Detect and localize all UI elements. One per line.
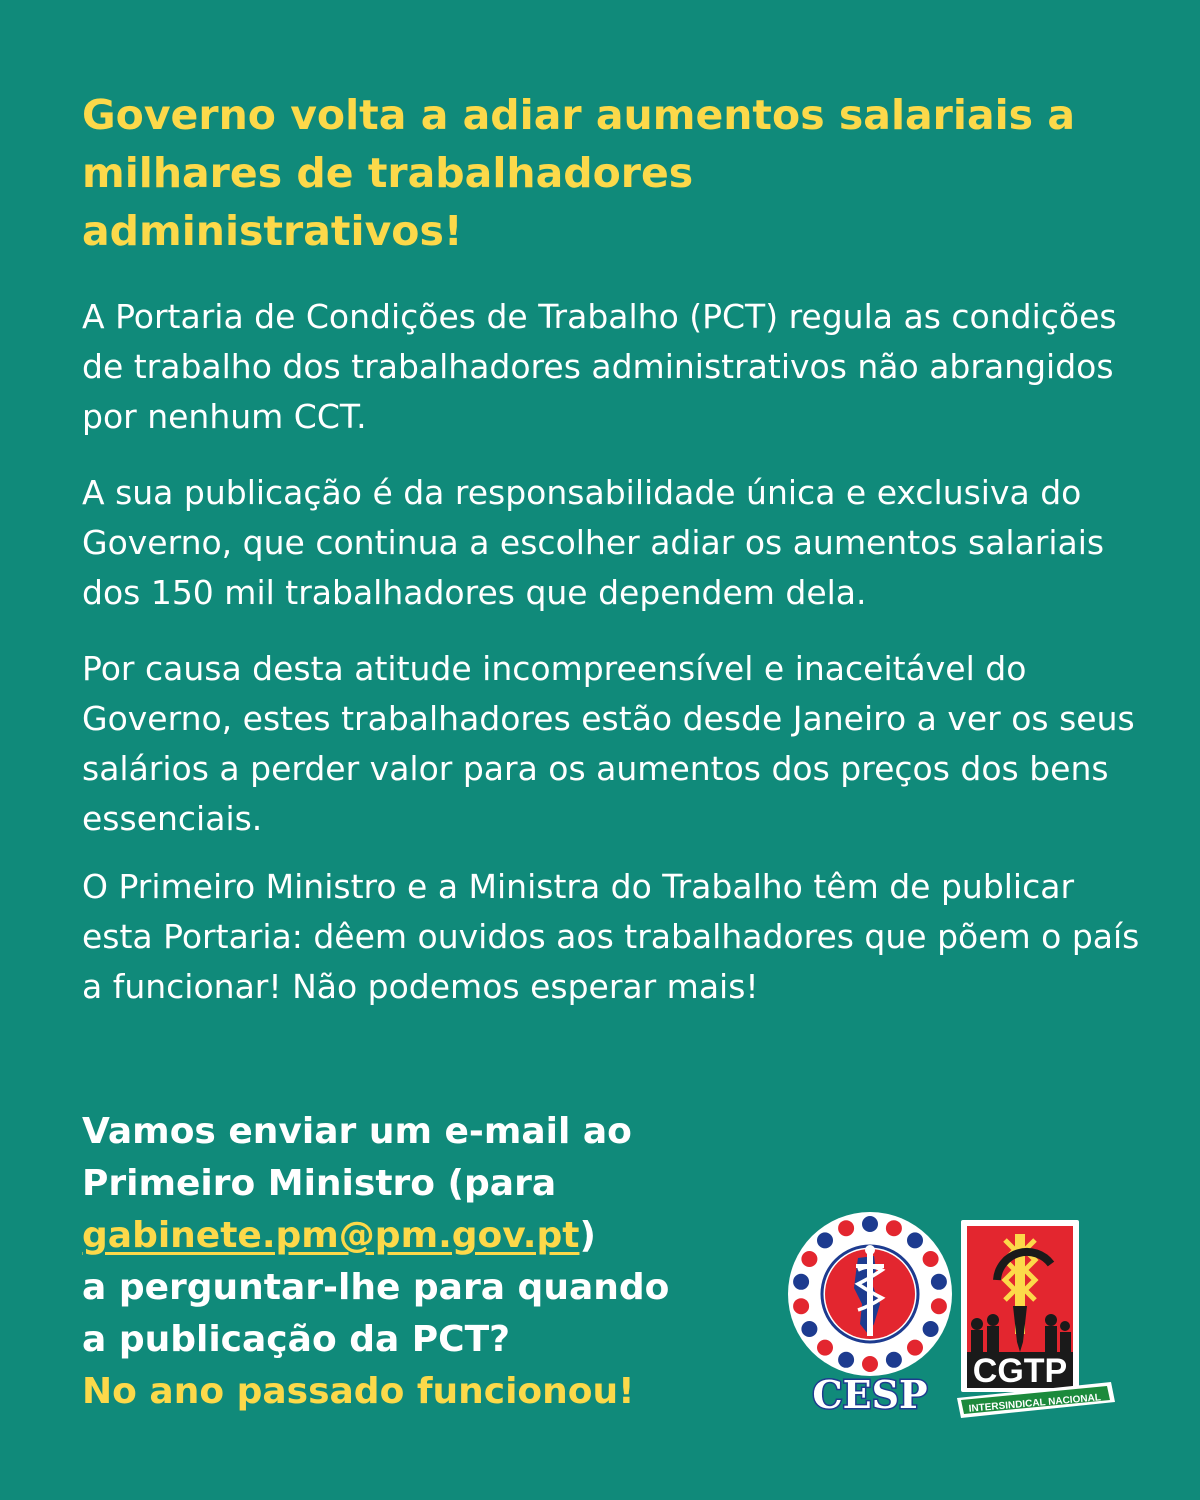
cgtp-wordmark: CGTP bbox=[972, 1352, 1068, 1390]
paragraph-salary-loss: Por causa desta atitude incompreensível e inaceitável do Governo, estes trabalhadores estão desde Janeiro a ver os seus salários a perder valor para os aumentos dos preços dos bens essenciais. bbox=[82, 649, 1135, 838]
cta-line-5: a publicação da PCT? bbox=[82, 1319, 511, 1360]
cta-line-2: Primeiro Ministro (para bbox=[82, 1163, 557, 1204]
cta-line-1: Vamos enviar um e-mail ao bbox=[82, 1111, 632, 1152]
headline-line-1: Governo volta a adiar aumentos salariais a bbox=[82, 91, 1076, 139]
paragraph-demand: O Primeiro Ministro e a Ministra do Trabalho têm de publicar esta Portaria: dêem ouvidos aos trabalhadores que põem o país a funcionar! Não podemos esperar mais! bbox=[82, 867, 1140, 1006]
email-link[interactable]: gabinete.pm@pm.gov.pt bbox=[82, 1215, 580, 1256]
cesp-bead bbox=[906, 1339, 924, 1357]
cesp-wordmark: CESP bbox=[812, 1372, 928, 1417]
cesp-bead bbox=[861, 1215, 879, 1233]
cgtp-logo bbox=[955, 1220, 1117, 1418]
cesp-bead bbox=[816, 1339, 834, 1357]
cesp-bead bbox=[906, 1231, 924, 1249]
call-to-action bbox=[82, 1106, 762, 1418]
headline bbox=[82, 86, 1142, 260]
cesp-bead bbox=[792, 1297, 810, 1315]
cesp-bead bbox=[885, 1219, 903, 1237]
cesp-bead bbox=[861, 1355, 879, 1373]
cgtp-subtext: INTERSINDICAL NACIONAL bbox=[968, 1392, 1102, 1415]
cesp-bead bbox=[792, 1273, 810, 1291]
headline-line-2: milhares de trabalhadores bbox=[82, 149, 694, 197]
headline-line-3: administrativos! bbox=[82, 207, 463, 255]
cesp-bead bbox=[837, 1351, 855, 1369]
cta-line-4: a perguntar-lhe para quando bbox=[82, 1267, 670, 1308]
cesp-bead bbox=[837, 1219, 855, 1237]
cesp-bead bbox=[816, 1231, 834, 1249]
cesp-bead bbox=[922, 1320, 940, 1338]
cesp-bead bbox=[800, 1250, 818, 1268]
cesp-bead bbox=[930, 1297, 948, 1315]
cesp-bead bbox=[800, 1320, 818, 1338]
cesp-bead bbox=[930, 1273, 948, 1291]
cesp-bead bbox=[885, 1351, 903, 1369]
cesp-logo bbox=[788, 1212, 952, 1422]
cta-email-suffix: ) bbox=[579, 1215, 596, 1256]
cesp-bead bbox=[922, 1250, 940, 1268]
paragraph-pct-definition: A Portaria de Condições de Trabalho (PCT) regula as condições de trabalho dos trabalhadores administrativos não abrangidos por nenhum CCT. bbox=[82, 297, 1117, 436]
cta-closing: No ano passado funcionou! bbox=[82, 1371, 635, 1412]
paragraph-government-responsibility: A sua publicação é da responsabilidade única e exclusiva do Governo, que continua a escolher adiar os aumentos salariais dos 150 mil trabalhadores que dependem dela. bbox=[82, 473, 1105, 612]
